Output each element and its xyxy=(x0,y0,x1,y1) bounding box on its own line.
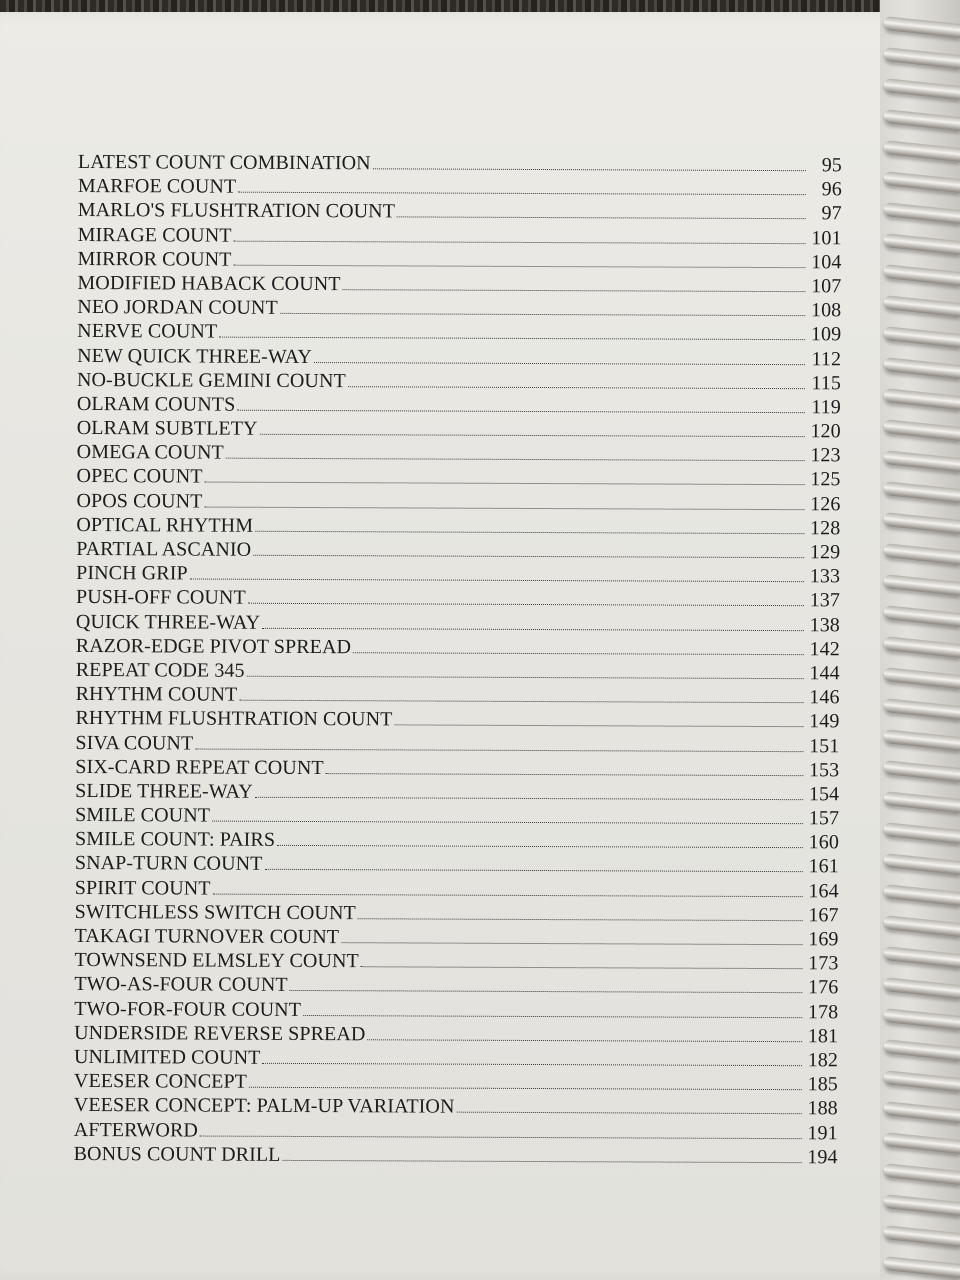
toc-entry xyxy=(77,247,841,275)
toc-entry-page-number: 182 xyxy=(807,1049,839,1072)
toc-entry xyxy=(77,392,841,420)
dot-leader xyxy=(234,223,806,243)
toc-entry xyxy=(77,464,841,492)
toc-entry xyxy=(75,876,839,904)
toc-entry xyxy=(76,658,840,686)
dot-leader xyxy=(282,1143,801,1163)
toc-entry-title: RHYTHM COUNT xyxy=(75,683,238,706)
toc-entry-title: NEO JORDAN COUNT xyxy=(77,296,278,319)
toc-entry xyxy=(75,924,839,952)
toc-entry-page-number: 169 xyxy=(808,928,839,951)
toc-entry-page-number: 185 xyxy=(807,1073,838,1096)
toc-entry xyxy=(74,948,838,976)
dot-leader xyxy=(290,973,803,993)
toc-entry-page-number: 126 xyxy=(810,492,841,515)
toc-entry-title: MARFOE COUNT xyxy=(77,175,237,198)
dot-leader xyxy=(353,635,804,655)
dot-leader xyxy=(343,272,806,292)
toc-entry-page-number: 176 xyxy=(807,976,839,999)
toc-entry-title: UNDERSIDE REVERSE SPREAD xyxy=(74,1021,366,1046)
toc-entry-title: OLRAM SUBTLETY xyxy=(76,417,258,440)
toc-entry-page-number: 123 xyxy=(810,444,841,467)
toc-entry-title: VEESER CONCEPT: PALM-UP VARIATION xyxy=(73,1094,455,1118)
dot-leader xyxy=(303,998,802,1018)
toc-entry-page-number: 97 xyxy=(821,202,842,225)
toc-entry-page-number: 161 xyxy=(808,855,839,878)
dot-leader xyxy=(237,393,805,413)
toc-entry-page-number: 142 xyxy=(809,637,840,661)
toc-entry-title: OMEGA COUNT xyxy=(76,441,224,464)
dot-leader xyxy=(200,1118,802,1139)
dot-leader xyxy=(249,1070,802,1090)
dot-leader xyxy=(248,586,804,606)
toc-entry-page-number: 167 xyxy=(808,904,839,927)
dot-leader xyxy=(348,369,805,389)
toc-entry-page-number: 164 xyxy=(808,879,839,902)
dot-leader xyxy=(280,296,806,316)
toc-entry-title: MIRAGE COUNT xyxy=(77,223,232,247)
toc-entry xyxy=(76,585,840,613)
toc-entry-page-number: 137 xyxy=(809,589,841,612)
dot-leader xyxy=(262,1046,802,1066)
toc-entry-page-number: 133 xyxy=(809,565,841,588)
toc-entry xyxy=(77,368,841,396)
toc-entry-title: TWO-FOR-FOUR COUNT xyxy=(74,997,302,1021)
dot-leader xyxy=(277,828,803,848)
dot-leader xyxy=(253,538,804,558)
toc-entry-page-number: 96 xyxy=(821,178,842,201)
toc-entry-title: SMILE COUNT: PAIRS xyxy=(74,828,276,852)
book-page xyxy=(0,12,905,1280)
toc-entry xyxy=(78,198,842,226)
toc-entry-title: REPEAT CODE 345 xyxy=(75,658,245,682)
dot-leader xyxy=(262,610,804,630)
dot-leader xyxy=(264,852,802,872)
toc-entry-page-number: 138 xyxy=(809,613,840,636)
dot-leader xyxy=(358,901,803,921)
dot-leader xyxy=(260,417,805,437)
toc-entry xyxy=(74,1021,838,1049)
toc-entry xyxy=(76,561,840,589)
toc-entry-page-number: 104 xyxy=(811,250,842,274)
dot-leader xyxy=(190,562,804,583)
toc-entry-page-number: 153 xyxy=(808,758,840,782)
toc-entry-page-number: 149 xyxy=(809,710,840,733)
toc-entry-page-number: 157 xyxy=(808,807,840,830)
toc-entry-page-number: 181 xyxy=(807,1024,839,1048)
toc-entry xyxy=(74,1069,838,1097)
toc-entry-page-number: 128 xyxy=(809,517,841,540)
toc-entry xyxy=(75,730,839,758)
dot-leader xyxy=(212,804,803,825)
toc-entry-title: QUICK THREE-WAY xyxy=(75,610,261,634)
toc-entry xyxy=(78,223,842,251)
dot-leader xyxy=(213,876,803,897)
toc-entry-title: OLRAM COUNTS xyxy=(76,392,236,416)
toc-entry-title: SNAP-TURN COUNT xyxy=(74,852,263,876)
dot-leader xyxy=(314,345,805,365)
toc-entry xyxy=(75,851,839,879)
dot-leader xyxy=(247,659,804,679)
toc-entry xyxy=(75,803,839,831)
toc-entry-title: MARLO'S FLUSHTRATION COUNT xyxy=(77,199,396,223)
dot-leader xyxy=(394,708,803,728)
toc-entry-page-number: 188 xyxy=(807,1097,838,1120)
toc-entry-title: MODIFIED HABACK COUNT xyxy=(77,271,341,296)
toc-entry-title: PARTIAL ASCANIO xyxy=(76,537,252,561)
dot-leader xyxy=(255,514,804,534)
toc-entry-title: SIVA COUNT xyxy=(75,731,194,755)
toc-entry xyxy=(74,1117,838,1145)
toc-entry-title: LATEST COUNT COMBINATION xyxy=(77,150,371,175)
toc-entry-page-number: 173 xyxy=(808,952,839,975)
toc-entry-title: VEESER CONCEPT xyxy=(73,1070,248,1093)
toc-entry-title: SIX-CARD REPEAT COUNT xyxy=(75,755,324,779)
dot-leader xyxy=(195,731,803,752)
dot-leader xyxy=(255,780,803,800)
toc-entry-title: MIRROR COUNT xyxy=(77,247,232,271)
toc-entry xyxy=(76,489,840,517)
toc-entry-page-number: 146 xyxy=(809,686,840,709)
dot-leader xyxy=(226,441,805,462)
toc-entry-title: NO-BUCKLE GEMINI COUNT xyxy=(76,368,346,392)
dot-leader xyxy=(326,756,804,776)
toc-entry xyxy=(78,150,842,178)
table-of-contents xyxy=(74,150,842,1169)
toc-entry xyxy=(77,343,841,371)
toc-entry-title: PUSH-OFF COUNT xyxy=(75,586,246,610)
dot-leader xyxy=(219,320,805,341)
toc-entry xyxy=(76,537,840,565)
dot-leader xyxy=(457,1095,802,1115)
toc-entry-page-number: 151 xyxy=(809,734,840,757)
dot-leader xyxy=(367,1022,802,1042)
dot-leader xyxy=(373,151,806,171)
toc-entry xyxy=(77,416,841,444)
toc-entry-title: RAZOR-EDGE PIVOT SPREAD xyxy=(75,634,352,658)
toc-entry-title: TAKAGI TURNOVER COUNT xyxy=(74,924,340,949)
toc-entry xyxy=(74,972,838,1000)
toc-entry-title: NEW QUICK THREE-WAY xyxy=(77,344,313,368)
toc-entry-title: SLIDE THREE-WAY xyxy=(75,779,253,803)
toc-entry-page-number: 129 xyxy=(809,541,841,564)
toc-entry xyxy=(77,295,841,323)
toc-entry-title: NERVE COUNT xyxy=(77,320,218,343)
toc-entry-title: UNLIMITED COUNT xyxy=(73,1045,261,1069)
toc-entry xyxy=(74,1045,838,1073)
toc-entry xyxy=(75,900,839,928)
toc-entry-page-number: 191 xyxy=(807,1121,838,1144)
dot-leader xyxy=(397,200,806,220)
dot-leader xyxy=(238,175,806,195)
toc-entry xyxy=(77,319,841,347)
toc-entry xyxy=(75,779,839,807)
toc-entry xyxy=(76,610,840,638)
toc-entry xyxy=(76,634,840,662)
toc-entry-title: SPIRIT COUNT xyxy=(74,876,211,900)
toc-entry-title: TOWNSEND ELMSLEY COUNT xyxy=(74,949,359,973)
toc-entry-title: SWITCHLESS SWITCH COUNT xyxy=(74,900,356,925)
toc-entry-page-number: 144 xyxy=(809,662,840,685)
toc-entry-page-number: 95 xyxy=(821,154,842,177)
toc-entry xyxy=(75,827,839,855)
toc-entry-page-number: 119 xyxy=(811,396,841,419)
toc-entry-title: AFTERWORD xyxy=(73,1118,199,1142)
toc-entry-page-number: 115 xyxy=(811,371,842,395)
dot-leader xyxy=(204,489,804,510)
toc-entry-page-number: 125 xyxy=(810,468,841,491)
toc-entry xyxy=(74,1093,838,1121)
toc-entry-title: OPTICAL RHYTHM xyxy=(76,513,254,537)
toc-entry xyxy=(77,271,841,299)
toc-entry xyxy=(75,706,839,734)
toc-entry xyxy=(76,513,840,541)
toc-entry-page-number: 120 xyxy=(810,420,841,443)
toc-entry-page-number: 112 xyxy=(811,347,842,370)
toc-entry xyxy=(75,755,839,783)
toc-entry-title: OPOS COUNT xyxy=(76,489,203,513)
toc-entry-title: PINCH GRIP xyxy=(76,562,188,585)
toc-entry xyxy=(76,682,840,710)
dot-leader xyxy=(361,949,803,969)
toc-entry xyxy=(78,174,842,202)
toc-entry xyxy=(74,1142,838,1170)
dot-leader xyxy=(233,247,805,267)
toc-entry xyxy=(77,440,841,468)
dot-leader xyxy=(239,683,803,703)
toc-entry-page-number: 101 xyxy=(811,226,842,249)
toc-entry-page-number: 108 xyxy=(810,299,842,322)
toc-entry-title: OPEC COUNT xyxy=(76,465,203,488)
dot-leader xyxy=(341,925,803,945)
toc-entry-title: SMILE COUNT xyxy=(75,804,211,827)
dot-leader xyxy=(205,465,805,486)
toc-entry-page-number: 109 xyxy=(810,323,842,346)
toc-entry-page-number: 178 xyxy=(807,1000,839,1023)
toc-entry xyxy=(74,997,838,1025)
toc-entry-title: BONUS COUNT DRILL xyxy=(73,1142,281,1166)
toc-entry-page-number: 194 xyxy=(807,1145,838,1169)
toc-entry-title: TWO-AS-FOUR COUNT xyxy=(74,973,288,997)
toc-entry-title: RHYTHM FLUSHTRATION COUNT xyxy=(75,707,393,731)
toc-entry-page-number: 154 xyxy=(808,783,840,806)
toc-entry-page-number: 160 xyxy=(808,831,840,854)
toc-entry-page-number: 107 xyxy=(811,275,842,298)
